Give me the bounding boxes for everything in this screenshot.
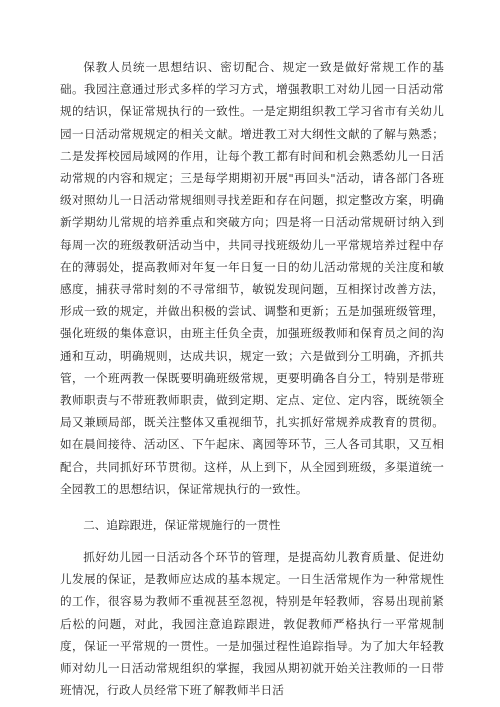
section-heading: 二、追踪跟进，保证常规施行的一贯性 xyxy=(83,518,281,533)
section-paragraph: 抓好幼儿园一日活动各个环节的管理，是提高幼儿教育质量、促进幼儿发展的保证，是教师应达成的基本规定。一日生活常规作为一种常规性的工作，很容易为教师不重视甚至忽视，特别是年轻教师，容易出现前紧后松的问题，对此，我园注意追踪跟进，敦促教师严格执行一平常规制度，保证一平常规的一贯性。一是加强过程性追踪指导。为了加大年轻教师对幼儿一日活动常规组织的掌握，我园从期初就开始关注教师的一日带班情况，行政人员经常下班了解教师半日活 xyxy=(60,550,444,698)
body-paragraph: 保教人员统一思想结识、密切配合、规定一致是做好常规工作的基础。我园注意通过形式多样的学习方式，增强教职工对幼儿园一日活动常规的结识，保证常规执行的一致性。一是定期组织教工学习省市有关幼儿园一日活动常规规定的相关文献。增进教工对大纲性文献的了解与熟悉；二是发挥校园局域网的作用，让每个教工都有时间和机会熟悉幼儿一日活动常规的内容和规定；三是每学期期初开展"再回头"活动，请各部门各班级对照幼儿一日活动常规细则寻找差距和存在问题，拟定整改方案，明确新学期幼儿常规的培养重点和突破方向；四是将一日活动常规研讨纳入到每周一次的班级教研活动当中，共同寻找班级幼儿一平常规培养过程中存在的薄弱处，提高教师对年复一年日复一日的幼儿活动常规的关注度和敏感度，捕获寻常时刻的不寻常细节，敏锐发现问题，互相探讨改善方法，形成一致的规定，并做出积极的尝试、调整和更新；五是加强班级管理，强化班级的集体意识，由班主任负全责，加强班级教师和保育员之间的沟通和互动，明确规则，达成共识，规定一致；六是做到分工明确，齐抓共管，一个班两教一保既要明确班级常规，更要明确各自分工，特别是带班教师职责与不带班教师职责，做到定期、定点、定位、定内容，既统领全局又兼顾局部，既关注整体又重视细节，扎实抓好常规养成教育的贯彻。如在晨间接待、活动区、下午起床、离园等环节，三人各司其职，又互相配合，共同抓好环节贯彻。这样，从上到下，从全园到班级，多渠道统一全园教工的思想结识，保证常规执行的一致性。 xyxy=(60,60,444,496)
document-page xyxy=(60,56,444,701)
